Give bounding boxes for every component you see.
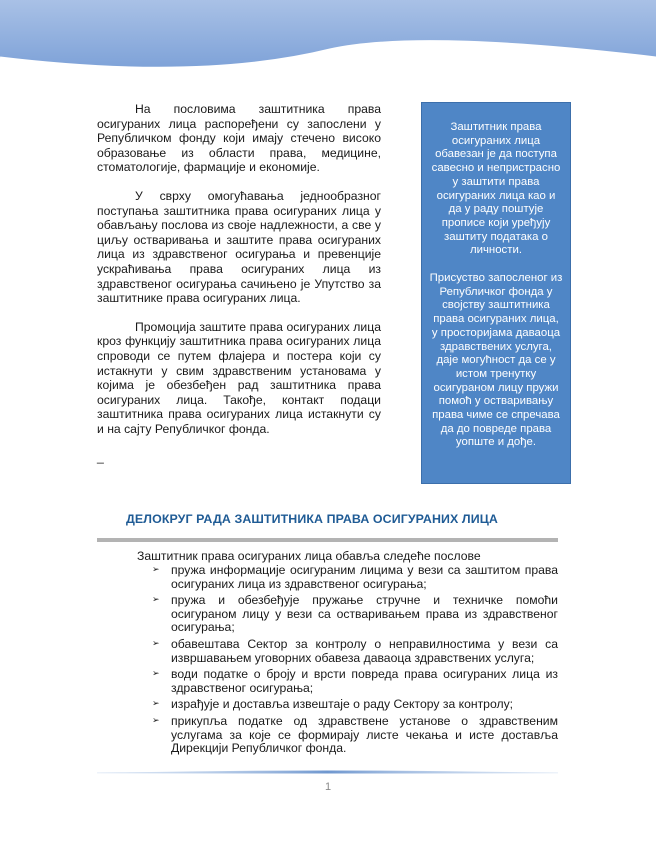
heading-rule	[97, 538, 558, 542]
sidebar-callout-box	[421, 102, 571, 484]
list-item-text: пружа и обезбеђује пружање стручне и техничке помоћи осигураном лицу у вези са остваривањем права из здравственог осигурања;	[171, 593, 558, 635]
sidebar-paragraph: Присуство запосленог из Републичког фонда у својству заштитника права осигураних лица, у просторијама даваоца здравствених услуга, даје могућност да се у истом тренутку осигураном лицу пружи помоћ у остваривању права чиме се спречава да до повреде права уопште и дође.	[429, 272, 563, 449]
arrow-bullet-icon: ➢	[152, 699, 160, 710]
arrow-bullet-icon: ➢	[152, 638, 160, 649]
sidebar-paragraph: Заштитник права осигураних лица обавезан је да поступа савесно и непристрасно у заштити права осигураних лица као и да у раду поштује прописе који уређују заштиту података о личности.	[431, 121, 561, 257]
header-decoration	[0, 0, 656, 70]
list-item	[152, 715, 558, 756]
list-item	[152, 594, 558, 635]
duties-intro: Заштитник права осигураних лица обавља следеће послове	[137, 549, 481, 563]
body-paragraph: Промоција заштите права осигураних лица кроз функцију заштитника права осигураних лица спроводи се путем флајера и постера који су истакнути у свим здравственим установама у којима је обезбеђен рад заштитника права осигураних лица. Такође, контакт подаци заштитника права осигураних лица истакнути су и на сајту Републичког фонда.	[97, 319, 381, 436]
list-item-text: води податке о броју и врсти повреда права осигураних лица из здравственог осигурања;	[171, 667, 558, 695]
arrow-bullet-icon: ➢	[152, 669, 160, 680]
body-text-column	[97, 102, 381, 465]
body-dash: _	[97, 450, 104, 465]
section-heading: ДЕЛОКРУГ РАДА ЗАШТИТНИКА ПРАВА ОСИГУРАНИХ ЛИЦА	[126, 512, 498, 526]
list-item	[152, 668, 558, 695]
body-paragraph: На пословима заштитника права осигураних лица распоређени су запослени у Републичком фонду који имају стечено високо образовање из области права, медицине, стоматологије, фармације и економије.	[97, 102, 381, 175]
list-item-text: прикупља податке од здравствене установе о здравственим услугама за које се формирају листе чекања и исте доставља Дирекцији Републичког фонда.	[171, 713, 558, 756]
list-item	[152, 564, 558, 591]
list-item-text: пружа информације осигураним лицима у вези са заштитом права осигураних лица из здравственог осигурања;	[171, 563, 558, 591]
list-item	[152, 698, 558, 712]
arrow-bullet-icon: ➢	[152, 565, 160, 575]
arrow-bullet-icon: ➢	[152, 595, 160, 606]
body-paragraph: У сврху омогућавања једнообразног поступања заштитника права осигураних лица у обављању послова из своје надлежности, а све у циљу остваривања и заштите права осигураних лица из здравственог осигурања и превенције ускраћивања права осигураних лица из здравственог осигурања сачињено је Упутство за заштитнике права осигураних лица.	[97, 188, 381, 306]
list-item-text: обавештава Сектор за контролу о неправилностима у вези са извршавањем уговорних обавеза даваоца здравствених услуга;	[171, 636, 558, 665]
page-number: 1	[324, 781, 332, 793]
list-item-text: израђује и доставља извештаје о раду Сектору за контролу;	[171, 697, 514, 712]
footer-divider	[97, 769, 558, 775]
list-item	[152, 638, 558, 665]
arrow-bullet-icon: ➢	[152, 715, 160, 726]
duties-list	[152, 564, 558, 759]
